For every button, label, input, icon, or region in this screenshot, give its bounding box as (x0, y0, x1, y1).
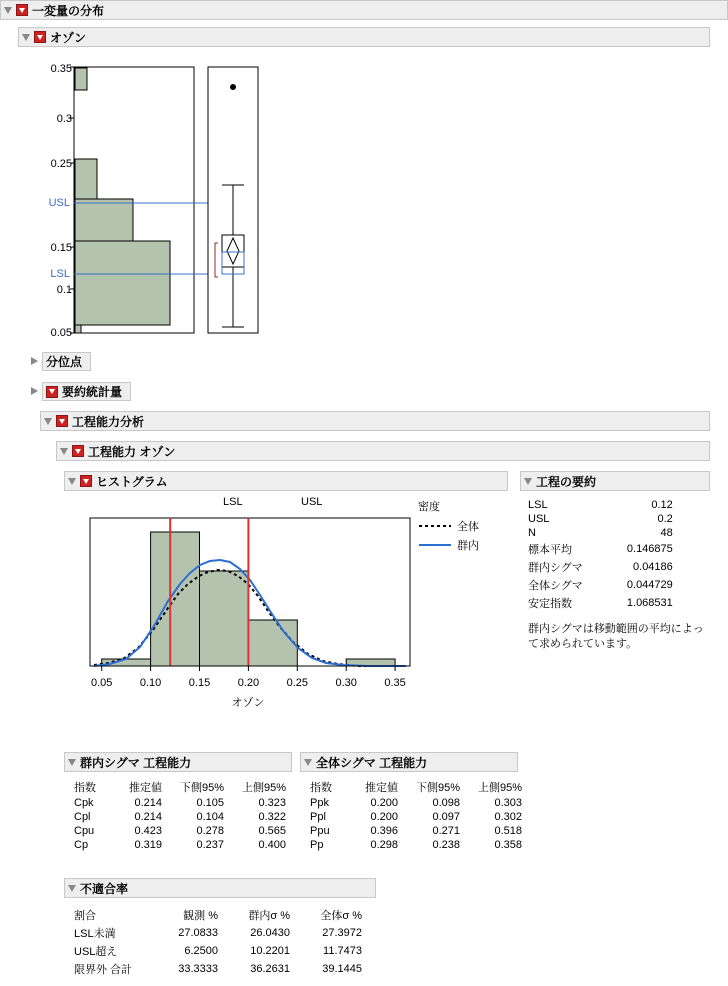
nonconformance-disclosure-triangle[interactable] (68, 884, 77, 893)
cell: 0.200 (370, 811, 398, 823)
within-sigma-disclosure-triangle[interactable] (68, 758, 77, 767)
cell: 0.214 (134, 797, 162, 809)
table-row (70, 796, 292, 810)
process-summary-table (524, 498, 724, 653)
table-row (306, 796, 528, 810)
cell: 11.7473 (323, 945, 362, 957)
cell: USL超え (74, 946, 118, 958)
cell: 0.322 (258, 811, 286, 823)
window-title-bar[interactable] (0, 0, 728, 20)
table-row (70, 838, 292, 852)
table-row (70, 960, 368, 978)
within-sigma-header[interactable] (64, 752, 292, 772)
cell: 0.271 (432, 825, 460, 837)
svg-text:0.15: 0.15 (50, 242, 72, 254)
col-header: 下側95% (179, 782, 224, 794)
table-header-row (70, 778, 292, 796)
cell: 33.3333 (178, 963, 218, 975)
cell: 0.200 (370, 797, 398, 809)
svg-text:0.10: 0.10 (139, 677, 162, 689)
window-menu-icon[interactable] (16, 4, 28, 16)
table-header-row (306, 778, 528, 796)
process-summary-note: 群内シグマは移動範囲の平均によって求められています。 (528, 623, 704, 651)
legend-swatch-overall (418, 521, 452, 531)
col-header: 上側95% (241, 782, 286, 794)
col-header: 推定値 (365, 782, 398, 794)
cell: Ppk (310, 797, 329, 809)
svg-text:0.15: 0.15 (188, 677, 211, 689)
lsl-label: LSL (50, 268, 70, 280)
svg-text:0.30: 0.30 (335, 677, 357, 689)
row-value: 0.146875 (626, 543, 673, 555)
cell: Ppu (310, 825, 330, 837)
row-value: 0.044729 (626, 579, 673, 591)
col-header: 推定値 (129, 782, 162, 794)
cell: 27.3972 (322, 927, 362, 939)
capability-disclosure-triangle[interactable] (44, 417, 53, 426)
usl-label: USL (48, 197, 70, 209)
cell: 限界外 合計 (74, 964, 133, 976)
cell: 0.238 (432, 839, 460, 851)
quantiles-section-header[interactable] (30, 352, 91, 371)
capability-variable-menu-icon[interactable] (72, 445, 84, 457)
nonconformance-table (70, 906, 368, 978)
col-header: 群内σ % (248, 910, 290, 922)
cell: 0.303 (494, 797, 522, 809)
cell: 27.0833 (178, 927, 218, 939)
svg-text:0.05: 0.05 (90, 677, 113, 689)
table-row (306, 838, 528, 852)
variable-disclosure-triangle[interactable] (22, 33, 31, 42)
table-row (70, 924, 368, 942)
summary-stats-menu-icon[interactable] (46, 386, 58, 398)
row-label: 標本平均 (528, 544, 572, 556)
histogram-x-axis-label: オゾン (231, 697, 265, 709)
cell: 0.319 (134, 839, 162, 851)
overall-sigma-disclosure-triangle[interactable] (304, 758, 313, 767)
variable-menu-icon[interactable] (34, 31, 46, 43)
row-label: 全体シグマ (528, 580, 583, 592)
cell: 0.423 (134, 825, 162, 837)
capability-section-title: 工程能力分析 (72, 414, 145, 429)
capability-histogram-svg (68, 496, 448, 721)
svg-text:0.35: 0.35 (384, 677, 406, 689)
svg-text:0.25: 0.25 (286, 677, 309, 689)
table-row (524, 512, 679, 526)
cell: 10.2201 (250, 945, 290, 957)
summary-stats-label: 要約統計量 (62, 385, 123, 399)
overall-sigma-header[interactable] (300, 752, 518, 772)
legend-item-overall[interactable] (418, 518, 514, 534)
window-disclosure-triangle[interactable] (4, 6, 13, 15)
svg-text:0.20: 0.20 (237, 677, 260, 689)
legend-swatch-within (418, 540, 452, 550)
cell: 0.323 (258, 797, 286, 809)
table-row (524, 498, 679, 512)
process-summary-header[interactable] (520, 471, 710, 491)
cell: 0.518 (494, 825, 522, 837)
cell: Pp (310, 839, 324, 851)
capability-variable-title: 工程能力 オゾン (88, 444, 176, 459)
summary-stats-section-header[interactable] (30, 382, 131, 401)
cell: 0.104 (196, 811, 224, 823)
cell: 0.098 (432, 797, 460, 809)
cell: 0.565 (258, 825, 286, 837)
cell: Cpl (74, 811, 91, 823)
capability-menu-icon[interactable] (56, 415, 68, 427)
variable-section-title: オゾン (50, 30, 87, 45)
overall-sigma-title: 全体シグマ 工程能力 (316, 755, 428, 770)
quantiles-title[interactable]: 分位点 (42, 352, 91, 371)
col-header: 割合 (74, 910, 96, 922)
cell: 0.396 (370, 825, 398, 837)
svg-text:0.3: 0.3 (56, 113, 72, 125)
histogram-disclosure-triangle[interactable] (68, 477, 77, 486)
svg-text:0.05: 0.05 (50, 327, 72, 339)
within-sigma-title: 群内シグマ 工程能力 (80, 755, 192, 770)
row-label: 安定指数 (528, 598, 572, 610)
row-label: LSL (528, 499, 548, 511)
cell: 0.302 (494, 811, 522, 823)
within-sigma-table (70, 778, 292, 852)
summary-stats-title[interactable] (42, 382, 131, 401)
capability-variable-disclosure-triangle[interactable] (60, 447, 69, 456)
table-row (306, 810, 528, 824)
col-header: 全体σ % (320, 910, 362, 922)
table-row (70, 824, 292, 838)
row-value: 48 (660, 527, 673, 539)
histogram-panel-header[interactable] (64, 471, 508, 491)
histogram-x-axis (90, 666, 410, 689)
process-summary-title: 工程の要約 (536, 474, 597, 489)
cell: 39.1445 (322, 963, 362, 975)
svg-text:0.25: 0.25 (50, 158, 72, 170)
row-label: N (528, 527, 536, 539)
cell: Cpk (74, 797, 94, 809)
col-header: 上側95% (477, 782, 522, 794)
svg-text:0.1: 0.1 (56, 284, 72, 296)
summary-stats-disclosure-triangle[interactable] (30, 387, 39, 396)
histogram-usl-label: USL (301, 496, 323, 508)
col-header: 観測 % (183, 910, 218, 922)
table-row (70, 810, 292, 824)
legend-title: 密度 (418, 501, 440, 513)
cell: 36.2631 (250, 963, 290, 975)
nonconformance-title: 不適合率 (80, 881, 129, 896)
capability-section-header[interactable] (40, 411, 710, 431)
table-row (524, 540, 679, 558)
legend-label-overall: 全体 (457, 521, 479, 533)
row-value: 0.04186 (633, 561, 673, 573)
row-label: USL (528, 513, 550, 525)
cell: 0.400 (258, 839, 286, 851)
legend-label-within: 群内 (457, 540, 479, 552)
table-header-row (70, 906, 368, 924)
overall-sigma-table (306, 778, 528, 852)
cell: 6.2500 (184, 945, 218, 957)
svg-text:0.35: 0.35 (50, 63, 72, 75)
cell: 0.278 (196, 825, 224, 837)
process-summary-rows (524, 498, 679, 612)
cell: Cp (74, 839, 89, 851)
table-row (306, 824, 528, 838)
table-row (524, 594, 679, 612)
cell: 26.0430 (250, 927, 290, 939)
cell: Cpu (74, 825, 95, 837)
process-summary-disclosure-triangle[interactable] (524, 477, 533, 486)
col-header: 指数 (74, 782, 96, 794)
variable-section-header[interactable] (18, 27, 710, 47)
cell: LSL未満 (74, 928, 116, 940)
nonconformance-header[interactable] (64, 878, 376, 898)
row-value: 0.12 (651, 499, 673, 511)
col-header: 下側95% (415, 782, 460, 794)
table-row (524, 526, 679, 540)
boxplot-outlier (230, 84, 236, 90)
col-header: 指数 (310, 782, 332, 794)
cell: 0.298 (370, 839, 398, 851)
histogram-lsl-label: LSL (223, 496, 243, 508)
table-row (524, 558, 679, 576)
cell: 0.105 (196, 797, 224, 809)
row-label: 群内シグマ (528, 562, 583, 574)
cell: 0.237 (196, 839, 224, 851)
row-value: 0.2 (657, 513, 673, 525)
legend-item-within[interactable] (418, 537, 514, 553)
distribution-plot (26, 55, 266, 345)
histogram-menu-icon[interactable] (80, 475, 92, 487)
capability-variable-header[interactable] (56, 441, 710, 461)
cell: Ppl (310, 811, 326, 823)
capability-histogram (68, 496, 448, 721)
cell: 0.097 (432, 811, 460, 823)
quantiles-disclosure-triangle[interactable] (30, 357, 39, 366)
distribution-plot-svg (26, 55, 266, 345)
table-row (70, 942, 368, 960)
row-value: 1.068531 (626, 597, 673, 609)
histogram-panel-title: ヒストグラム (96, 474, 168, 489)
cell: 0.214 (134, 811, 162, 823)
page-title: 一変量の分布 (32, 3, 105, 18)
table-row (524, 576, 679, 594)
cell: 0.358 (494, 839, 522, 851)
histogram-legend (418, 498, 514, 553)
